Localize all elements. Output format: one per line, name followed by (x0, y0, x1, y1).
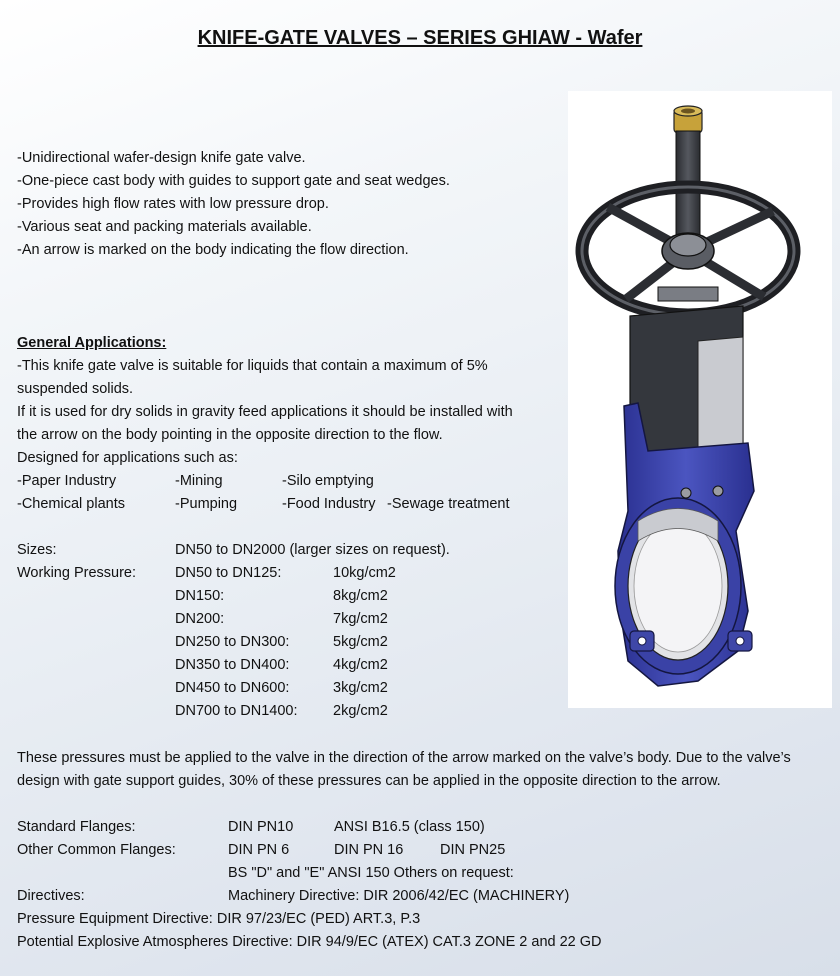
sizes-value: DN50 to DN2000 (larger sizes on request). (175, 542, 450, 558)
other-flanges-label: Other Common Flanges: (17, 842, 176, 858)
industry-mining: -Mining (175, 473, 223, 489)
pressure-value: 3kg/cm2 (333, 680, 388, 696)
feature-line-5: -An arrow is marked on the body indicating the flow direction. (17, 242, 409, 258)
pressure-note-line-2: design with gate support guides, 30% of these pressures can be applied in the opposite direction to the arrow. (17, 773, 721, 789)
standard-flange-din: DIN PN10 (228, 819, 294, 835)
industry-pumping: -Pumping (175, 496, 238, 512)
industry-paper: -Paper Industry (17, 473, 117, 489)
feature-line-2: -One-piece cast body with guides to support gate and seat wedges. (17, 173, 450, 189)
atex-directive: Potential Explosive Atmospheres Directive: DIR 94/9/EC (ATEX) CAT.3 ZONE 2 and 22 GD (17, 934, 602, 950)
other-flanges-extra: BS "D" and "E" ANSI 150 Others on request: (228, 865, 514, 881)
machinery-directive: Machinery Directive: DIR 2006/42/EC (MACHINERY) (228, 888, 570, 904)
other-flange-pn25: DIN PN25 (440, 842, 506, 858)
working-pressure-label: Working Pressure: (17, 565, 136, 581)
applications-line-2: suspended solids. (17, 381, 134, 397)
page-title: KNIFE-GATE VALVES – SERIES GHIAW - Wafer (197, 27, 643, 49)
industry-sewage: -Sewage treatment (387, 496, 510, 512)
pressure-note-line-1: These pressures must be applied to the valve in the direction of the arrow marked on the valve’s body. Due to the valve’s (17, 750, 791, 766)
pressure-equipment-directive: Pressure Equipment Directive: DIR 97/23/EC (PED) ART.3, P.3 (17, 911, 421, 927)
industry-silo: -Silo emptying (282, 473, 374, 489)
pressure-range: DN250 to DN300: (175, 634, 290, 650)
pressure-range: DN700 to DN1400: (175, 703, 298, 719)
pressure-range: DN350 to DN400: (175, 657, 290, 673)
pressure-value: 7kg/cm2 (333, 611, 388, 627)
applications-line-1: -This knife gate valve is suitable for liquids that contain a maximum of 5% (17, 358, 488, 374)
valve-product-image (568, 91, 832, 708)
directives-label: Directives: (17, 888, 85, 904)
pressure-range: DN200: (175, 611, 225, 627)
pressure-range: DN150: (175, 588, 225, 604)
applications-heading: General Applications: (17, 335, 167, 351)
standard-flange-ansi: ANSI B16.5 (class 150) (334, 819, 485, 835)
brass-cap (674, 106, 702, 133)
pressure-value: 5kg/cm2 (333, 634, 388, 650)
pressure-range: DN50 to DN125: (175, 565, 282, 581)
pressure-range: DN450 to DN600: (175, 680, 290, 696)
applications-line-3: If it is used for dry solids in gravity feed applications it should be installed with (17, 404, 513, 420)
industry-chemical: -Chemical plants (17, 496, 125, 512)
applications-line-4: the arrow on the body pointing in the opposite direction to the flow. (17, 427, 443, 443)
feature-line-4: -Various seat and packing materials available. (17, 219, 312, 235)
other-flange-pn6: DIN PN 6 (228, 842, 290, 858)
applications-line-5: Designed for applications such as: (17, 450, 238, 466)
industry-food: -Food Industry (282, 496, 376, 512)
feature-line-3: -Provides high flow rates with low pressure drop. (17, 196, 329, 212)
standard-flanges-label: Standard Flanges: (17, 819, 136, 835)
other-flange-pn16: DIN PN 16 (334, 842, 404, 858)
pressure-value: 8kg/cm2 (333, 588, 388, 604)
pressure-value: 4kg/cm2 (333, 657, 388, 673)
sizes-label: Sizes: (17, 542, 57, 558)
pressure-value: 10kg/cm2 (333, 565, 396, 581)
pressure-value: 2kg/cm2 (333, 703, 388, 719)
feature-line-1: -Unidirectional wafer-design knife gate valve. (17, 150, 306, 166)
